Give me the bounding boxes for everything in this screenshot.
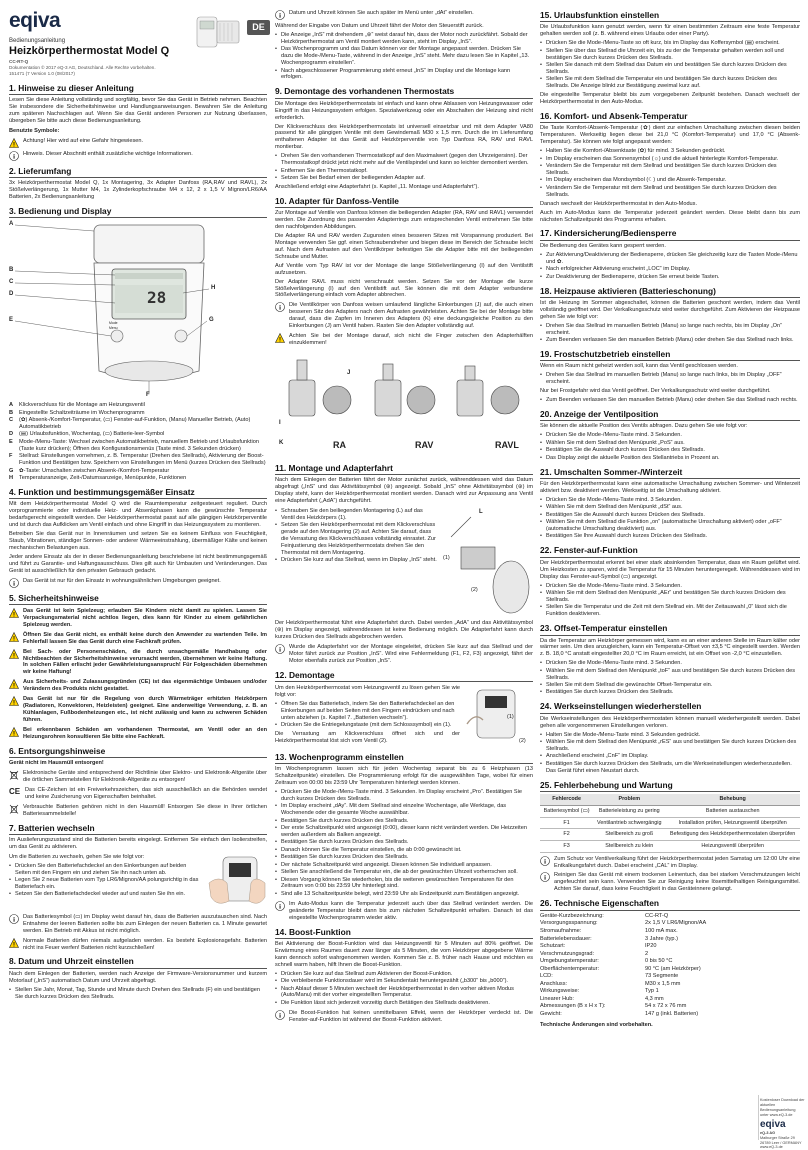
- section-8-text: Nach dem Einlegen der Batterien, werden nach Anzeige der Firmware-Versionsnummer und kurzem Motorlauf („InS“) automatisch Datum und Uhrzeit abgefragt.: [9, 970, 267, 984]
- safety-warning: ! Öffnen Sie das Gerät nicht, es enthält keine durch den Anwender zu wartenden Teile. Im Fehlerfall lassen Sie das Gerät durch eine Fachkraft prüfen.: [9, 632, 267, 646]
- svg-text:i: i: [279, 646, 281, 654]
- doc-copyright: Dokumentation © 2017 eQ-3 AG, Deutschland. Alle Rechte vorbehalten.: [9, 65, 156, 71]
- svg-text:!: !: [13, 683, 15, 690]
- warning-triangle-icon: [275, 333, 285, 343]
- section-9-heading: 9. Demontage des vorhandenen Thermostats: [275, 86, 533, 98]
- section-17-list: • Zur Aktivierung/Deaktivierung der Bediensperre, drücken Sie gleichzeitig kurz die Tasten Mode-/Menu und ✿. • Nach erfolgreicher Aktivierung erscheint „LOC“ im Display. • Zur Deaktivierung der Bediensperre, drücken Sie erneut beide Tasten.: [540, 252, 800, 281]
- label-L: L: [479, 508, 483, 515]
- label-C: C: [9, 279, 14, 286]
- section-9-list: • Drehen Sie den vorhandenen Thermostatkopf auf den Maximalwert (gegen den Uhrzeigersinn). Der Thermostatkopf drückt jetzt nicht mehr auf die Ventilspindel und kann so leichter demontiert werden. • Entfernen Sie den Thermostatkopf. • Setzen Sie bei Bedarf einen der beiliegenden Adapter auf.: [275, 153, 533, 182]
- section-15-heading: 15. Urlaubsfunktion einstellen: [540, 10, 800, 22]
- table-row: LCD: 73 Segmente: [540, 973, 679, 980]
- section-1-text: Lesen Sie diese Anleitung vollständig und sorgfältig, bevor Sie das Gerät in Betrieb nehmen. Beachten Sie insbesondere die Sicherheitshinweise und Handlungsanweisungen. Bewahren Sie die Anleitung zum späteren Nachschlagen auf. Wenn Sie das Gerät anderen Personen zur Nutzung überlassen, übergeben Sie bitte auch diese Bedienungsanleitung.: [9, 97, 267, 124]
- label-B: B: [9, 267, 14, 274]
- adapter-label-ravl: RAVL: [495, 439, 519, 450]
- info-icon: [275, 302, 285, 312]
- section-13-heading: 13. Wochenprogramm einstellen: [275, 752, 533, 764]
- info-icon: [275, 1010, 285, 1020]
- table-row: Geräte-Kurzbezeichnung: CC-RT-Q: [540, 912, 669, 919]
- svg-text:!: !: [13, 653, 15, 660]
- label-G: G: [209, 317, 214, 324]
- info-icon: [9, 578, 19, 588]
- label-J: J: [347, 369, 351, 376]
- achtung-text: Achtung! Hier wird auf eine Gefahr hingewiesen.: [23, 137, 144, 144]
- warning-triangle-icon: [9, 608, 19, 618]
- section-25-heading: 25. Fehlerbehebung und Wartung: [540, 780, 800, 792]
- symbols-heading: Benutzte Symbole:: [9, 127, 60, 134]
- section-18-heading: 18. Heizpause aktivieren (Batterieschonung): [540, 286, 800, 298]
- table-row: Verschmutzungsgrad: 2: [540, 950, 649, 957]
- section-3-heading: 3. Bedienung und Display: [9, 206, 267, 218]
- table-row: F3 Stellbereich zu klein Heizungsventil überprüfen: [540, 840, 800, 852]
- section-15-list: • Drücken Sie die Mode-/Menu-Taste so oft kurz, bis im Display das Koffersymbol (▤) erscheint. • Stellen Sie über das Stellrad die Uhrzeit ein, bis zu der die Temperatur gehalten werden soll und bestätigen Sie durch kurzes Drücken des Stellrads. • Stellen Sie danach mit dem Stellrad das Datum ein und bestätigen Sie durch kurzes Drücken des Stellrads. • Stellen Sie mit dem Stellrad die Temperatur ein und bestätigen Sie durch kurzes Drücken des Stellrads. Die Anzeige blinkt zur Bestätigung zweimal kurz auf.: [540, 40, 800, 90]
- section-4-note: i Das Gerät ist nur für den Einsatz in wohnungsähnlichen Umgebungen geeignet.: [9, 578, 267, 588]
- disposal-title: Gerät nicht im Hausmüll entsorgen!: [9, 760, 104, 767]
- spec-table: [540, 913, 750, 1018]
- step-2-label: (2): [471, 586, 478, 593]
- device-diagram: [9, 221, 267, 399]
- svg-text:i: i: [13, 580, 15, 588]
- error-table: [540, 794, 800, 853]
- section-17-heading: 17. Kindersicherung/Bediensperre: [540, 228, 800, 240]
- svg-text:i: i: [544, 875, 546, 883]
- svg-text:!: !: [279, 337, 281, 344]
- section-14-heading: 14. Boost-Funktion: [275, 927, 533, 939]
- adapter-label-ra: RA: [333, 439, 346, 450]
- legend-row: A Klickverschluss für die Montage am Heizungsventil: [9, 402, 145, 409]
- column-2: i Datum und Uhrzeit können Sie auch später im Menü unter „dAt“ einstellen. Während der Eingabe von Datum und Uhrzeit fährt der Motor den Steuerstift zurück. • Die Anzeige „InS“ mit drehendem „⊛“ weist darauf hin, dass der Motor noch zurückfährt. Sobald der Heizkörperthermostat am Ventil montiert werden kann, steht im Display „InS“. • Das Wochenprogramm und das Datum können vor der Montage angepasst werden. Drücken Sie dazu die Mode-/Menu-Taste, während in der Anzeige „InS“ steht. Mehr dazu lesen Sie in Kapitel „13. Wochenprogramm einstellen“. • Nach abgeschlossener Programmierung steht erneut „InS“ im Display und die Montage kann erfolgen. 9. Demontage des vorhandenen Thermostats Die Montage des Heizkörperthermostats ist einfach und kann ohne Ablassen von Heizungswasser oder Eingriff in das Heizungssystem erfolgen. Spezialwerkzeug oder ein Abschalten der Heizung sind nicht erforderlich. Der Klickverschluss des Heizkörperthermostats ist universell einsetzbar und mit dem Adapter VA80 passend für alle gängigen Ventile mit dem Gewindemaß M30 x 1,5 mm. Durch die im Lieferumfang enthaltenen Adapter ist das Gerät auf Heizkörperventile von Typ Danfoss RA, RAV und RAVL montierbar. • Drehen Sie den vorhandenen Thermostatkopf auf den Maximalwert (gegen den Uhrzeigersinn). Der Thermostatkopf drückt jetzt nicht mehr auf die Ventilspindel und kann so leichter demontiert werden. • Entfernen Sie den Thermostatkopf. • Setzen Sie bei Bedarf einen der beiliegenden Adapter auf. Anschließend erfolgt eine Adapterfahrt (s. Kapitel „11. Montage und Adapterfahrt“). 10. Adapter für Danfoss-Ventile Zur Montage auf Ventile von Danfoss können die beiliegenden Adapter (RA, RAV und RAVL) verwendet werden. Die Zuordnung des passenden Adapterrings zum entsprechenden Ventil entnehmen Sie bitte den nachfolgenden Abbildungen. Die Adapter RA und RAV werden Zugunsten eines besseren Sitzes mit Vorspannung produziert. Bei Montage verwenden Sie ggf. einen Schraubendreher und biegen diese im Bereich der Schraube leicht auf. Nach dem Aufrasten auf den Ventilkörper befestigen Sie die Adapter bitte mit der beiliegenden Schraube und Mutter. Auf Ventile vom Typ RAV ist vor der Montage die lange Stößelverlängerung (I) auf den Ventilstift aufzusetzen. Der Adapter RAVL muss nicht verschraubt werden. Setzen Sie vor der Montage die kurze Stößelverlängerung (I) auf den Ventilstift auf. Sie können die mit dem Adapter verbundene Stößelverlängerung einfach vom Adapter abbrechen. i Die Ventilkörper von Danfoss weisen umlaufend längliche Einkerbungen (J) auf, die auch einen besseren Sitz des Adapters nach dem Aufrasten gewährleisten. Achten Sie bei der Montage bitte darauf, dass die Zapfen im Inneren des Adapters (K) eine deckungsgleiche Position zu den Einkerbungen (J) am Ventil haben. Rasten Sie den Adapter vollständig auf. ! Achten Sie bei der Montage darauf, sich nicht die Finger zwischen den Adapterhälften einzuklemmen! RA RAV RAVL I J K 11. Montage und Adapterfahrt Nach dem Einlegen der Batterien fährt der Motor zunächst zurück, währenddessen wird das Datum abgefragt („InS“ und das Aktivitätssymbol (⊛) angezeigt. Sobald „InS“ ohne Aktivitätssymbol (⊛) im Display steht, kann der Heizkörperthermostat montiert werden. Danach wird zur Anpassung ans Ventil eine Adapterfahrt („AdA“) durchgeführt. • Schrauben Sie den beiliegenden Montagering (L) auf das Ventil des Heizkörpers (1). • Setzen Sie den Heizkörperthermostat mit dem Klickverschluss gerade auf den Montagering (2) auf. Achten Sie darauf, dass die Verrastung des Klickverschlusses vollständig einrastet. Zur Feinjustierung des Heizkörperthermostats drehen Sie den Thermostat mit dem Montagering. • Drücken Sie kurz auf das Stellrad, wenn im Display „InS“ steht. L (1) (2) Der Heizkörperthermostat führt eine Adapterfahrt durch. Dabei werden „AdA“ und das Aktivitätssymbol (⊛) im Display angezeigt, währenddessen ist keine Bedienung möglich. Die Adapterfahrt kann durch kurzes Drücken des Stellrads abgebrochen werden. i Wurde die Adapterfahrt vor der Montage eingeleitet, drücken Sie kurz auf das Stellrad und der Motor fährt zurück zur Position „InS“. Wird eine Fehlermeldung (F1, F2, F3) angezeigt, fährt der Motor ebenfalls zurück zur Position „InS“. 12. Demontage Um den Heizkörperthermostat vom Heizungsventil zu lösen gehen Sie wie folgt vor: • Öffnen Sie das Batteriefach, indem Sie den Batteriefachdeckel an den Einkerbungen auf beiden Seiten mit den Fingern eindrücken und nach unten abziehen (s. Kapitel 7. „Batterien wechseln“). • Drücken Sie die Entriegelungstaste (mit dem Schlosssymbol) ein (1). Die Verrastung am Klickverschluss öffnet sich und der Heizkörperthermostat löst sich vom Ventil (2). (1) (2) 13. Wochenprogramm einstellen Im Wochenprogramm lassen sich für jeden Wochentag separat bis zu 6 Heizphasen (13 Schaltzeitpunkte) einstellen. Die Programmierung erfolgt für die ausgewählten Tage, wobei für einen Zeitraum von 00:00 bis 23:59 Uhr Temperaturen hinterlegt werden können. • Drücken Sie die Mode-/Menu-Taste mind. 3 Sekunden. Im Display erscheint „Pro“. Bestätigen Sie durch kurzes Drücken des Stellrads. • Im Display erscheint „dAy“. Mit dem Stellrad sind einzelne Wochentage, alle Werktage, das Wochenende oder die gesamte Woche auswählbar. • Bestätigen Sie durch kurzes Drücken des Stellrads. • Der erste Schaltzeitpunkt wird angezeigt (0:00), dieser kann nicht verändert werden. Die Heizzeiten werden außerdem als Balken angezeigt. • Bestätigen Sie durch kurzes Drücken des Stellrads. • Danach können Sie die Temperatur einstellen, die ab 0:00 gewünscht ist. • Bestätigen Sie durch kurzes Drücken des Stellrads. • Der nächste Schaltzeitpunkt wird angezeigt. Diesen können Sie individuell anpassen. • Stellen Sie anschließend die Temperatur ein, die ab der gewünschten Uhrzeit vorherrschen soll. • Diesen Vorgang können Sie wiederholen, bis die weiteren gewünschten Temperaturen für den Zeitraum von 0:00 bis 23:59 Uhr hinterlegt sind. • Sind alle 13 Schaltzeitpunkte belegt, wird 23:59 Uhr als Endzeitpunkt zum Bestätigen angezeigt. i Im Auto-Modus kann die Temperatur jederzeit auch über das Stellrad verändert werden. Die geänderte Temperatur bleibt dann bis zum nächsten Schaltzeitpunkt erhalten. Danach ist das eingestellte Wochenprogramm wieder aktiv. 14. Boost-Funktion Bei Aktivierung der Boost-Funktion wird das Heizungsventil für 5 Minuten auf 80% geöffnet. Die Erwärmung eines Raumes dauert zwar länger als 5 Minuten, die vom Heizkörper abgegebene Wärme kann dennoch sofort wahrgenommen werden. Kommen Sie z. B. früher nach Hause und möchten es schnell warm haben, hilft Ihnen die Boost-Funktion. • Drücken Sie kurz auf das Stellrad zum Aktivieren der Boost-Funktion. • Die verbleibende Funktionsdauer wird im Sekundentakt heruntergezählt („b300“ bis „b000“). • Nach Ablauf dieser 5 Minuten wechselt der Heizkörperthermostat in den vorher aktiven Modus (Auto/Manu) mit der vorher eingestellten Temperatur. • Die Funktion lässt sich jederzeit vorzeitig durch Betätigen des Stellrads deaktivieren. i Die Boost-Funktion hat keinen unmittelbaren Effekt, wenn der Heizkörper verdeckt ist. Die Fenster-auf-Funktion ist während der Boost-Funktion aktiviert.: [275, 10, 533, 1138]
- warning-triangle-icon: [9, 938, 19, 948]
- danfoss-note: i Die Ventilkörper von Danfoss weisen umlaufend längliche Einkerbungen (J) auf, die auch einen besseren Sitz des Adapters nach dem Aufrasten gewährleisten. Achten Sie bei der Montage bitte darauf, dass die Zapfen im Inneren des Adapters (K) eine deckungsgleiche Position zu den Einkerbungen (J) am Ventil haben. Rasten Sie den Adapter vollständig auf.: [275, 302, 533, 330]
- section-23-list: • Drücken Sie die Mode-/Menu-Taste mind. 3 Sekunden. • Wählen Sie mit dem Stellrad den Menüpunkt „toF“ aus und bestätigen Sie durch kurzes Drücken des Stellrads. • Stellen Sie mit dem Stellrad die gewünschte Offset-Temperatur ein. • Bestätigen Sie durch kurzes Drücken des Stellrads.: [540, 660, 800, 696]
- legend-row: H Temperaturanzeige, Zeit-/Datumsanzeige, Menüpunkte, Funktionen: [9, 475, 187, 482]
- table-row: Anschluss: M30 x 1,5 mm: [540, 980, 681, 987]
- table-row: Schutzart: IP20: [540, 943, 657, 950]
- achtung-note: [9, 138, 267, 148]
- table-row: Wirkungsweise: Typ 1: [540, 988, 659, 995]
- display-temperature: 28: [147, 288, 167, 308]
- warning-triangle-icon: [9, 679, 19, 689]
- doc-title: Heizkörperthermostat Model Q: [9, 45, 170, 58]
- doc-model: CC-RT-Q: [9, 59, 29, 65]
- info-icon: [275, 10, 285, 20]
- legend-row: B Eingestellte Schaltzeiträume im Wochenprogramm: [9, 409, 145, 416]
- thermostat-product-icon: [192, 11, 247, 53]
- step-1-label: (1): [443, 554, 450, 561]
- warning-triangle-icon: [9, 727, 19, 737]
- label-A: A: [9, 221, 14, 228]
- table-row: Oberflächentemperatur: 90 °C (am Heizkörper): [540, 965, 701, 972]
- label-K: K: [279, 439, 284, 446]
- section-24-list: • Halten Sie die Mode-/Menu-Taste mind. 3 Sekunden gedrückt. • Wählen Sie mit dem Stellrad den Menüpunkt „rES“ aus und bestätigen Sie durch kurzes Drücken des Stellrads. • Anschließend erscheint „CnF“ im Display. • Bestätigen Sie durch kurzes Drücken des Stellrads, um die Werkseinstellungen wiederherzustellen. Das Gerät führt einen Neustart durch.: [540, 732, 800, 775]
- adapter-run-note: i Wurde die Adapterfahrt vor der Montage eingeleitet, drücken Sie kurz auf das Stellrad und der Motor fährt zurück zur Position „InS“. Wird eine Fehlermeldung (F1, F2, F3) angezeigt, fährt der Motor ebenfalls zurück zur Position „InS“.: [275, 644, 533, 665]
- hinweis-text: Hinweis. Dieser Abschnitt enthält zusätzliche wichtige Informationen.: [23, 150, 193, 157]
- svg-text:i: i: [544, 858, 546, 866]
- svg-text:!: !: [13, 942, 15, 949]
- auto-mode-note: i Im Auto-Modus kann die Temperatur jederzeit auch über das Stellrad verändert werden. Die geänderte Temperatur bleibt dann bis zum nächsten Schaltzeitpunkt erhalten. Danach ist das eingestellte Wochenprogramm wieder aktiv.: [275, 901, 533, 922]
- battery-block: [9, 853, 267, 911]
- section-21-heading: 21. Umschalten Sommer-/Winterzeit: [540, 467, 800, 479]
- info-icon: [540, 856, 550, 866]
- battery-steps-list: • Drücken Sie den Batteriefachdeckel an den Einkerbungen auf beiden Seiten mit den Fingern ein und ziehen Sie ihn nach unten ab. • Legen Sie 2 neue Batterien vom Typ LR6/Mignon/AA polungsrichtig in das Batteriefach ein. • Setzen Sie den Batteriefachdeckel wieder auf und rasten Sie ihn ein.: [9, 863, 203, 899]
- warning-triangle-icon: [9, 138, 19, 148]
- legend-row: G ✿-Taste: Umschalten zwischen Absenk-/Komfort-Temperatur: [9, 467, 170, 474]
- section-13-list: • Drücken Sie die Mode-/Menu-Taste mind. 3 Sekunden. Im Display erscheint „Pro“. Bestätigen Sie durch kurzes Drücken des Stellrads. • Im Display erscheint „dAy“. Mit dem Stellrad sind einzelne Wochentage, alle Werktage, das Wochenende oder die gesamte Woche auswählbar. • Bestätigen Sie durch kurzes Drücken des Stellrads. • Der erste Schaltzeitpunkt wird angezeigt (0:00), dieser kann nicht verändert werden. Die Heizzeiten werden außerdem als Balken angezeigt. • Bestätigen Sie durch kurzes Drücken des Stellrads. • Danach können Sie die Temperatur einstellen, die ab 0:00 gewünscht ist. • Bestätigen Sie durch kurzes Drücken des Stellrads. • Der nächste Schaltzeitpunkt wird angezeigt. Diesen können Sie individuell anpassen. • Stellen Sie anschließend die Temperatur ein, die ab der gewünschten Uhrzeit vorherrschen soll. • Diesen Vorgang können Sie wiederholen, bis die weiteren gewünschten Temperaturen für den Zeitraum von 0:00 bis 23:59 Uhr hinterlegt sind. • Sind alle 13 Schaltzeitpunkte belegt, wird 23:59 Uhr als Endzeitpunkt zum Bestätigen angezeigt.: [275, 789, 533, 898]
- battery-warning: ! Normale Batterien dürfen niemals aufgeladen werden. Es besteht Explosionsgefahr. Batterien nicht ins Feuer werfen! Batterien nicht kurzschließen!: [9, 938, 267, 952]
- section-2-heading: 2. Lieferumfang: [9, 166, 267, 178]
- demount-illustration: [463, 684, 533, 746]
- mount-illustration: [441, 507, 533, 619]
- info-icon: [9, 151, 19, 161]
- table-row: F1 Ventilantrieb schwergängig Installation prüfen, Heizungsventil überprüfen: [540, 817, 800, 829]
- section-26-heading: 26. Technische Eigenschaften: [540, 898, 800, 910]
- cleaning-note: i Reinigen Sie das Gerät mit einem trockenen Leinentuch, das bei starken Verschmutzungen leicht angefeuchtet sein kann. Verwenden Sie zur Reinigung keine lösemittelhaltigen Reinigungsmittel. Achten Sie darauf, dass keine Feuchtigkeit in das Geräteinnere gelangt.: [540, 872, 800, 893]
- legend-row: E Mode-/Menu-Taste: Wechsel zwischen Automatikbetrieb, manuellem Betrieb und Urlaubsfunktion (Taste kurz drücken); Öffnen des Konfigurationsmenüs (Taste mind. 3 Sekunden drücken): [9, 438, 259, 452]
- section-4-text-1: Mit dem Heizkörperthermostat Model Q wird die Raumtemperatur zeitgesteuert reguliert. Durch vorprogrammierte oder individuelle Heiz- und Absenkphasen kann die gewünschte Temperatur bedarfsgerecht eingestellt werden. Der Heizkörperthermostat passt auf alle gängigen Heizkörperventile und ist durch das Aufklicken am Ventil einfach und ohne Eingriff in das Heizungssystem zu montieren.: [9, 501, 267, 529]
- device-diagram-svg: [9, 221, 267, 399]
- info-icon: [275, 901, 285, 911]
- mount-block: [275, 507, 533, 619]
- section-24-heading: 24. Werkseinstellungen wiederherstellen: [540, 701, 800, 713]
- section-20-heading: 20. Anzeige der Ventilposition: [540, 409, 800, 421]
- boost-note: i Die Boost-Funktion hat keinen unmittelbaren Effekt, wenn der Heizkörper verdeckt ist. Die Fenster-auf-Funktion ist während der Boost-Funktion aktiviert.: [275, 1010, 533, 1024]
- svg-text:i: i: [13, 916, 15, 924]
- safety-warning: ! Aus Sicherheits- und Zulassungsgründen (CE) ist das eigenmächtige Umbauen und/oder Verändern des Produkts nicht gestattet.: [9, 679, 267, 693]
- demount-step-2: (2): [519, 737, 526, 744]
- section-4-text-3: Jeder andere Einsatz als der in dieser Bedienungsanleitung beschriebene ist nicht bestimmungsgemäß und führt zu Garantie- und Haftungsausschluss. Dies gilt auch für Umbauten und Veränderungen. Das Gerät ist ausschließlich für den privaten Gebrauch gedacht.: [9, 553, 267, 574]
- section-14-list: • Drücken Sie kurz auf das Stellrad zum Aktivieren der Boost-Funktion. • Die verbleibende Funktionsdauer wird im Sekundentakt heruntergezählt („b300“ bis „b000“). • Nach Ablauf dieser 5 Minuten wechselt der Heizkörperthermostat in den vorher aktiven Modus (Auto/Manu) mit der vorher eingestellten Temperatur. • Die Funktion lässt sich jederzeit vorzeitig durch Betätigen des Stellrads deaktivieren.: [275, 971, 533, 1007]
- section-2-text: 3x Heizkörperthermostat Model Q, 1x Montagering, 3x Adapter Danfoss (RA,RAV und RAVL), 2x Stößelverlängerung, 1x Mutter M4, 1x Zylinderkopfschraube M4 x 12, 2 x 1,5 V Mignon/LR6/AA Batterien, 2x Bedienungsanleitung: [9, 180, 267, 200]
- footer-logo: eqiva: [760, 1118, 786, 1130]
- weee-note: Elektronische Geräte sind entsprechend der Richtlinie über Elektro- und Elektronik-Altgeräte über die örtlichen Sammelstellen für Elektronik-Altgeräte zu entsorgen!: [9, 770, 267, 784]
- info-icon: [540, 872, 550, 882]
- battery-symbol-note: i Das Batteriesymbol (▭) im Display weist darauf hin, dass die Batterien auszutauschen sind. Nach Entnahme der leeren Batterien sollte bis zum Einlegen der neuen Batterien ca. 1 Minute gewartet werden. Ein Betrieb mit Akkus ist nicht möglich.: [9, 914, 267, 935]
- footer-download-note: Kostenloser Download der aktuellen Bedienungsanleitung unter www.eQ-3.de: [760, 1098, 805, 1117]
- doc-version: 151471 (7 Version 1.0 (08/2017): [9, 71, 75, 77]
- footer-divider: [758, 1095, 759, 1140]
- section-12-heading: 12. Demontage: [275, 670, 533, 682]
- demount-step-1: (1): [507, 713, 514, 720]
- svg-text:i: i: [279, 903, 281, 911]
- svg-text:i: i: [279, 12, 281, 20]
- warning-triangle-icon: [9, 649, 19, 659]
- section-12-list: • Öffnen Sie das Batteriefach, indem Sie den Batteriefachdeckel an den Einkerbungen auf beiden Seiten mit den Fingern eindrücken und nach unten abziehen (s. Kapitel 7. „Batterien wechseln“). • Drücken Sie die Entriegelungstaste (mit dem Schlosssymbol) ein (1).: [275, 701, 460, 729]
- logo: eqiva: [9, 9, 61, 32]
- table-row: Umgebungstemperatur: 0 bis 50 °C: [540, 958, 673, 965]
- adapter-figure: [275, 350, 533, 458]
- hinweis-note: [9, 151, 267, 161]
- section-21-list: • Drücken Sie die Mode-/Menu-Taste mind. 3 Sekunden. • Wählen Sie mit dem Stellrad den Menüpunkt „dSt“ aus. • Bestätigen Sie die Auswahl durch kurzes Drücken des Stellrads. • Wählen Sie mit dem Stellrad die Funktion „on“ (automatische Umschaltung aktiviert) oder „oFF“ (automatische Umschaltung deaktiviert) aus. • Bestätigen Sie Ihre Auswahl durch kurzes Drücken des Stellrads.: [540, 497, 800, 541]
- footer-address-1: Maiburger Straße 29: [760, 1135, 795, 1140]
- column-3: 15. Urlaubsfunktion einstellen Die Urlaubsfunktion kann genutzt werden, wenn für einen bestimmten Zeitraum eine feste Temperatur gehalten werden soll (z. B. während eines Urlaubs oder einer Party). • Drücken Sie die Mode-/Menu-Taste so oft kurz, bis im Display das Koffersymbol (▤) erscheint. • Stellen Sie über das Stellrad die Uhrzeit ein, bis zu der die Temperatur gehalten werden soll und bestätigen Sie durch kurzes Drücken des Stellrads. • Stellen Sie danach mit dem Stellrad das Datum ein und bestätigen Sie durch kurzes Drücken des Stellrads. • Stellen Sie mit dem Stellrad die Temperatur ein und bestätigen Sie durch kurzes Drücken des Stellrads. Die Anzeige blinkt zur Bestätigung zweimal kurz auf. Die eingestellte Temperatur bleibt bis zum vorgegebenen Zeitpunkt bestehen. Danach wechselt der Heizkörperthermostat in den Auto-Modus. 16. Komfort- und Absenk-Temperatur Die Taste Komfort-/Absenk-Temperatur (✿) dient zur einfachen Umschaltung zwischen diesen beiden Temperaturen. Werkseitig liegen diese bei 21,0 °C (Komfort-Temperatur) und 17,0 °C (Absenk-Temperatur). Sie können wie folgt angepasst werden: • Halten Sie die Komfort-/Absenktaste (✿) für mind. 3 Sekunden gedrückt. • Im Display erscheinen das Sonnensymbol (☼) und die aktuell hinterlegte Komfort-Temperatur. • Verändern Sie die Temperatur mit dem Stellrad und bestätigen Sie durch kurzes Drücken des Stellrads. • Im Display erscheinen das Mondsymbol (☾) und die Absenk-Temperatur. • Verändern Sie die Temperatur mit dem Stellrad und bestätigen Sie durch kurzes Drücken des Stellrads. Danach wechselt der Heizkörperthermostat in den Auto-Modus. Auch im Auto-Modus kann die Temperatur jederzeit geändert werden. Diese bleibt dann bis zum nächsten Schaltzeitpunkt des Programms erhalten. 17. Kindersicherung/Bediensperre Die Bedienung des Gerätes kann gesperrt werden. • Zur Aktivierung/Deaktivierung der Bediensperre, drücken Sie gleichzeitig kurz die Tasten Mode-/Menu und ✿. • Nach erfolgreicher Aktivierung erscheint „LOC“ im Display. • Zur Deaktivierung der Bediensperre, drücken Sie erneut beide Tasten. 18. Heizpause aktivieren (Batterieschonung) Ist die Heizung im Sommer abgeschaltet, können die Batterien geschont werden, indem das Ventil vollständig geöffnet wird. Der Verkalkungsschutz wird weiter durchgeführt. Zum Aktivieren der Heizpause gehen Sie wie folgt vor: • Drehen Sie das Stellrad im manuellen Betrieb (Manu) so lange nach rechts, bis im Display „On“ erscheint. • Zum Beenden verlassen Sie den manuellen Betrieb (Manu) oder drehen Sie das Stellrad nach links. 19. Frostschutzbetrieb einstellen Wenn ein Raum nicht geheizt werden soll, kann das Ventil geschlossen werden. • Drehen Sie das Stellrad im manuellen Betrieb (Manu) so lange nach links, bis im Display „OFF“ erscheint. Nur bei Frostgefahr wird das Ventil geöffnet. Der Verkalkungsschutz wird weiter durchgeführt. • Zum Beenden verlassen Sie den manuellen Betrieb (Manu) oder drehen Sie das Stellrad nach rechts. 20. Anzeige der Ventilposition Sie können die aktuelle Position des Ventils abfragen. Dazu gehen Sie wie folgt vor: • Drücken Sie die Mode-/Menu-Taste mind. 3 Sekunden. • Wählen Sie mit dem Stellrad den Menüpunkt „PoS“ aus. • Bestätigen Sie die Auswahl durch kurzes Drücken des Stellrads. • Das Display zeigt die aktuelle Position des Stellantriebs in Prozent an. 21. Umschalten Sommer-/Winterzeit Für den Heizkörperthermostat kann eine automatische Umschaltung zwischen Sommer- und Winterzeit aktiviert bzw. deaktiviert werden. Werkseitig ist die Umschaltung aktiviert. • Drücken Sie die Mode-/Menu-Taste mind. 3 Sekunden. • Wählen Sie mit dem Stellrad den Menüpunkt „dSt“ aus. • Bestätigen Sie die Auswahl durch kurzes Drücken des Stellrads. • Wählen Sie mit dem Stellrad die Funktion „on“ (automatische Umschaltung aktiviert) oder „oFF“ (automatische Umschaltung deaktiviert) aus. • Bestätigen Sie Ihre Auswahl durch kurzes Drücken des Stellrads. 22. Fenster-auf-Funktion Der Heizkörperthermostat erkennt bei einer stark absinkenden Temperatur, dass ein Raum gelüftet wird. Um Heizkosten zu sparen, wird die Temperatur für 15 Minuten heruntergeregelt. Währenddessen wird im Display das Fenster-auf-Symbol (▭) angezeigt. • Drücken Sie die Mode-/Menu-Taste mind. 3 Sekunden. • Wählen Sie mit dem Stellrad den Menüpunkt „AEr“ und bestätigen Sie durch kurzes Drücken des Stellrads. • Stellen Sie die Temperatur und die Zeit mit dem Stellrad ein. Mit der Zeitauswahl „0“ lässt sich die Funktion deaktivieren. 23. Offset-Temperatur einstellen Da die Temperatur am Heizkörper gemessen wird, kann es an einer anderen Stelle im Raum kälter oder wärmer sein. Um dies anzugleichen, kann ein Temperatur-Offset von ±3,5 °C eingestellt werden. Werden z. B. 18,0 °C anstatt eingestellter 20,0 °C im Raum erreicht, ist ein Offset von -2,0 °C einzustellen. • Drücken Sie die Mode-/Menu-Taste mind. 3 Sekunden. • Wählen Sie mit dem Stellrad den Menüpunkt „toF“ aus und bestätigen Sie durch kurzes Drücken des Stellrads. • Stellen Sie mit dem Stellrad die gewünschte Offset-Temperatur ein. • Bestätigen Sie durch kurzes Drücken des Stellrads. 24. Werkseinstellungen wiederherstellen Die Werkseinstellungen des Heizkörperthermostaten können manuell wiederhergestellt werden. Dabei gehen alle vorgenommenen Einstellungen verloren. • Halten Sie die Mode-/Menu-Taste mind. 3 Sekunden gedrückt. • Wählen Sie mit dem Stellrad den Menüpunkt „rES“ aus und bestätigen Sie durch kurzes Drücken des Stellrads. • Anschließend erscheint „CnF“ im Display. • Bestätigen Sie durch kurzes Drücken des Stellrads, um die Werkseinstellungen wiederherzustellen. Das Gerät führt einen Neustart durch. 25. Fehlerbehebung und Wartung Fehlercode Problem Behebung Batteriesymbol (▭) Batterieleistung zu gering Batterien austauschen F1 Ventilantrieb schwergängig Installation prüfen, Heizungsventil überprüfen F2 Stellbereich zu groß Befestigung des Heizkörperthermostaten überprüfen F3 Stellbereich zu klein Heizungsventil überprüfen i Zum Schutz vor Ventilverkalkung führt der Heizkörperthermostat jeden Samstag um 12:00 Uhr eine Entkalkungsfahrt durch. Dabei erscheint „CAL“ im Display. i Reinigen Sie das Gerät mit einem trockenen Leinentuch, das bei starken Verschmutzungen leicht angefeuchtet sein kann. Verwenden Sie zur Reinigung keine lösemittelhaltigen Reinigungsmittel. Achten Sie darauf, dass keine Feuchtigkeit in das Geräteinnere gelangt. 26. Technische Eigenschaften Geräte-Kurzbezeichnung: CC-RT-Q Versorgungsspannung: 2x 1,5 V LR6/Mignon/AA Stromaufnahme: 100 mA max. Batterielebensdauer: 3 Jahre (typ.) Schutzart: IP20 Verschmutzungsgrad: 2 Umgebungstemperatur: 0 bis 50 °C Oberflächentemperatur: 90 °C (am Heizkörper) LCD: 73 Segmente Anschluss: M30 x 1,5 mm Wirkungsweise: Typ 1 Linearer Hub: 4,3 mm Abmessungen (B x H x T): 54 x 72 x 76 mm Gewicht: 147 g (inkl. Batterien) Technische Änderungen sind vorbehalten.: [540, 10, 800, 1138]
- warning-triangle-icon: [9, 632, 19, 642]
- section-6-heading: 6. Entsorgungshinweise: [9, 746, 267, 758]
- table-row: F2 Stellbereich zu groß Befestigung des Heizkörperthermostaten überprüfen: [540, 829, 800, 841]
- section-4-text-2: Betreiben Sie das Gerät nur in Innenräumen und setzen Sie es keinem Einfluss von Feuchtigkeit, Staub, Vibrationen, ständiger Sonnen- oder anderer Wärmeeinstrahlung, übermäßiger Kälte und keinen mechanischen Belastungen aus.: [9, 531, 267, 551]
- svg-text:!: !: [13, 636, 15, 643]
- footer-website[interactable]: www.eQ-3.de: [760, 1145, 783, 1150]
- ce-mark-icon: CE: [9, 786, 21, 796]
- section-22-list: • Drücken Sie die Mode-/Menu-Taste mind. 3 Sekunden. • Wählen Sie mit dem Stellrad den Menüpunkt „AEr“ und bestätigen Sie durch kurzes Drücken des Stellrads. • Stellen Sie die Temperatur und die Zeit mit dem Stellrad ein. Mit der Zeitauswahl „0“ lässt sich die Funktion deaktivieren.: [540, 583, 800, 619]
- error-table-header: Fehlercode Problem Behebung: [540, 794, 800, 805]
- section-16-list: • Halten Sie die Komfort-/Absenktaste (✿) für mind. 3 Sekunden gedrückt. • Im Display erscheinen das Sonnensymbol (☼) und die aktuell hinterlegte Komfort-Temperatur. • Verändern Sie die Temperatur mit dem Stellrad und bestätigen Sie durch kurzes Drücken des Stellrads. • Im Display erscheinen das Mondsymbol (☾) und die Absenk-Temperatur. • Verändern Sie die Temperatur mit dem Stellrad und bestätigen Sie durch kurzes Drücken des Stellrads.: [540, 148, 800, 198]
- section-1-heading: 1. Hinweise zu dieser Anleitung: [9, 83, 267, 95]
- footer-address-2: 26789 Leer / GERMANY: [760, 1140, 802, 1145]
- legend-row: D (▤) Urlaubsfunktion, Wochentag, (▭) Batterie-leer-Symbol: [9, 431, 165, 438]
- svg-text:i: i: [279, 1012, 281, 1020]
- column-1: [9, 8, 267, 1138]
- section-8-heading: 8. Datum und Uhrzeit einstellen: [9, 956, 267, 968]
- table-row: Abmessungen (B x H x T): 54 x 72 x 76 mm: [540, 1003, 687, 1010]
- section-10-heading: 10. Adapter für Danfoss-Ventile: [275, 196, 533, 208]
- svg-text:!: !: [13, 700, 15, 707]
- section-18-list: • Drehen Sie das Stellrad im manuellen Betrieb (Manu) so lange nach rechts, bis im Display „On“ erscheint. • Zum Beenden verlassen Sie den manuellen Betrieb (Manu) oder drehen Sie das Stellrad nach links.: [540, 323, 800, 344]
- safety-warning: ! Das Gerät ist kein Spielzeug; erlauben Sie Kindern nicht damit zu spielen. Lassen Sie Verpackungsmaterial nicht achtlos liegen, dies kann für Kinder zu einem gefährlichen Spielzeug werden.: [9, 608, 267, 629]
- footer-company: eQ-3 AG: [760, 1130, 776, 1135]
- section-19-heading: 19. Frostschutzbetrieb einstellen: [540, 349, 800, 361]
- table-row: Gewicht: 147 g (inkl. Batterien): [540, 1010, 699, 1017]
- section-19-list-2: • Zum Beenden verlassen Sie den manuellen Betrieb (Manu) oder drehen Sie das Stellrad nach rechts.: [540, 397, 800, 404]
- mode-menu-label: Mode Menu: [109, 321, 118, 330]
- section-22-heading: 22. Fenster-auf-Funktion: [540, 545, 800, 557]
- label-H: H: [211, 285, 216, 292]
- svg-text:!: !: [13, 612, 15, 619]
- legend-row: F Stellrad: Einstellungen vornehmen, z. B. Temperatur (Drehen des Stellrads), Aktivierung der Boost-Funktion und Bestätigen bzw. Speichern von Einstellungen im Menü (kurzes Drücken des Stellrads): [9, 453, 266, 467]
- svg-text:!: !: [13, 731, 15, 738]
- legend-row: C (✿) Absenk-/Komfort-Temperatur, (▭) Fenster-auf-Funktion, (Manu) Manueller Betrieb, (Auto) Automatikbetrieb: [9, 417, 251, 431]
- label-F: F: [146, 392, 150, 399]
- section-5-heading: 5. Sicherheitshinweise: [9, 593, 267, 605]
- svg-text:!: !: [13, 142, 15, 149]
- warning-triangle-icon: [9, 696, 19, 706]
- battery-bin-icon: [9, 804, 19, 814]
- safety-warning: ! Das Gerät ist nur für die Regelung von durch Wärmeträger erhitzten Heizkörpern (Radiatoren, Konvektoren, Heizleisten) geeignet. Eine anderweitige Verwendung, z. B. an Kühlanlagen, Fußbodenheizungen etc., ist nicht zulässig und kann zu schweren Schäden führen.: [9, 696, 267, 724]
- ce-note: CE Das CE-Zeichen ist ein Freiverkehrszeichen, das sich ausschließlich an die Behörden wendet und keine Zusicherung von Eigenschaften beinhaltet.: [9, 786, 267, 800]
- doc-type: Bedienungsanleitung: [9, 38, 66, 45]
- battery-steps: Um die Batterien zu wechseln, gehen Sie wie folgt vor: • Drücken Sie den Batteriefachdeckel an den Einkerbungen auf beiden Seiten mit den Fingern ein und ziehen Sie ihn nach unten ab. • Legen Sie 2 neue Batterien vom Typ LR6/Mignon/AA polungsrichtig in das Batteriefach ein. • Setzen Sie den Batteriefachdeckel wieder auf und rasten Sie ihn ein.: [9, 853, 203, 911]
- label-I: I: [279, 419, 281, 426]
- section-7-heading: 7. Batterien wechseln: [9, 823, 267, 835]
- section-19-list: • Drehen Sie das Stellrad im manuellen Betrieb (Manu) so lange nach links, bis im Display „OFF“ erscheint.: [540, 372, 800, 386]
- section-11-list: • Schrauben Sie den beiliegenden Montagering (L) auf das Ventil des Heizkörpers (1). • Setzen Sie den Heizkörperthermostat mit dem Klickverschluss gerade auf den Montagering (2) auf. Achten Sie darauf, dass die Verrastung des Klickverschlusses vollständig einrastet. Zur Feinjustierung des Heizkörperthermostats drehen Sie den Thermostat mit dem Montagering. • Drücken Sie kurz auf das Stellrad, wenn im Display „InS“ steht.: [275, 508, 438, 617]
- safety-warning: ! Bei erkennbaren Schäden am vorhandenen Thermostat, am Ventil oder an den Heizungsrohren konsultieren Sie bitte eine Fachkraft.: [9, 727, 267, 741]
- svg-text:i: i: [13, 153, 15, 161]
- safety-warning: ! Bei Sach- oder Personenschäden, die durch unsachgemäße Handhabung oder Nichtbeachten der Sicherheitshinweise verursacht werden, übernehmen wir keine Haftung. In solchen Fällen erlischt jeder Gewährleistungsanspruch! Für Folgeschäden übernehmen wir keine Haftung!: [9, 649, 267, 677]
- info-icon: [9, 914, 19, 924]
- date-note: i Datum und Uhrzeit können Sie auch später im Menü unter „dAt“ einstellen.: [275, 10, 533, 20]
- table-row: Linearer Hub: 4,3 mm: [540, 995, 664, 1002]
- table-row: Batterielebensdauer: 3 Jahre (typ.): [540, 935, 678, 942]
- section-23-heading: 23. Offset-Temperatur einstellen: [540, 623, 800, 635]
- section-16-heading: 16. Komfort- und Absenk-Temperatur: [540, 111, 800, 123]
- battery-change-illustration: [207, 853, 267, 911]
- table-row: Stromaufnahme: 100 mA max.: [540, 928, 678, 934]
- language-badge: DE: [247, 20, 270, 35]
- section-7-text-1: Im Auslieferungszustand sind die Batterien bereits eingelegt. Entfernen Sie einfach den Isolierstreifen, um das Gerät zu aktivieren.: [9, 836, 267, 850]
- section-8-list: • Stellen Sie Jahr, Monat, Tag, Stunde und Minute durch Drehen des Stellrads (F) ein und bestätigen Sie durch kurzes Drücken des Stellrads.: [9, 987, 267, 1001]
- section-11-heading: 11. Montage und Adapterfahrt: [275, 463, 533, 475]
- finger-warning: ! Achten Sie bei der Montage darauf, sich nicht die Finger zwischen den Adapterhälften einzuklemmen!: [275, 333, 533, 347]
- demount-block: Um den Heizkörperthermostat vom Heizungsventil zu lösen gehen Sie wie folgt vor: • Öffnen Sie das Batteriefach, indem Sie den Batteriefachdeckel an den Einkerbungen auf beiden Seiten mit den Fingern eindrücken und nach unten abziehen (s. Kapitel 7. „Batterien wechseln“). • Drücken Sie die Entriegelungstaste (mit dem Schlosssymbol) ein (1). Die Verrastung am Klickverschluss öffnet sich und der Heizkörperthermostat löst sich vom Ventil (2). (1) (2): [275, 684, 533, 747]
- label-E: E: [9, 317, 14, 324]
- section-8-list-2: • Die Anzeige „InS“ mit drehendem „⊛“ weist darauf hin, dass der Motor noch zurückfährt. Sobald der Heizkörperthermostat am Ventil montiert werden kann, steht im Display „InS“. • Das Wochenprogramm und das Datum können vor der Montage angepasst werden. Drücken Sie dazu die Mode-/Menu-Taste, während in der Anzeige „InS“ steht. Mehr dazu lesen Sie in Kapitel „13. Wochenprogramm einstellen“. • Nach abgeschlossener Programmierung steht erneut „InS“ im Display und die Montage kann erfolgen.: [275, 32, 533, 81]
- table-row: Versorgungsspannung: 2x 1,5 V LR6/Mignon/AA: [540, 920, 707, 927]
- technical-changes-note: Technische Änderungen sind vorbehalten.: [540, 1021, 653, 1028]
- battery-disposal-note: Verbrauchte Batterien gehören nicht in den Hausmüll! Entsorgen Sie diese in Ihrer örtlichen Batteriesammelstelle!: [9, 804, 267, 818]
- device-legend: [9, 402, 267, 482]
- crossed-bin-icon: [9, 770, 19, 780]
- svg-text:i: i: [279, 304, 281, 312]
- section-20-list: • Drücken Sie die Mode-/Menu-Taste mind. 3 Sekunden. • Wählen Sie mit dem Stellrad den Menüpunkt „PoS“ aus. • Bestätigen Sie die Auswahl durch kurzes Drücken des Stellrads. • Das Display zeigt die aktuelle Position des Stellantriebs in Prozent an.: [540, 432, 800, 461]
- adapter-label-rav: RAV: [415, 439, 434, 450]
- info-icon: [275, 644, 285, 654]
- label-D: D: [9, 291, 14, 298]
- footer: [760, 1098, 805, 1150]
- decalc-note: i Zum Schutz vor Ventilverkalkung führt der Heizkörperthermostat jeden Samstag um 12:00 Uhr eine Entkalkungsfahrt durch. Dabei erscheint „CAL“ im Display.: [540, 856, 800, 870]
- section-4-heading: 4. Funktion und bestimmungsgemäßer Einsatz: [9, 487, 267, 499]
- table-row: Batteriesymbol (▭) Batterieleistung zu gering Batterien austauschen: [540, 805, 800, 817]
